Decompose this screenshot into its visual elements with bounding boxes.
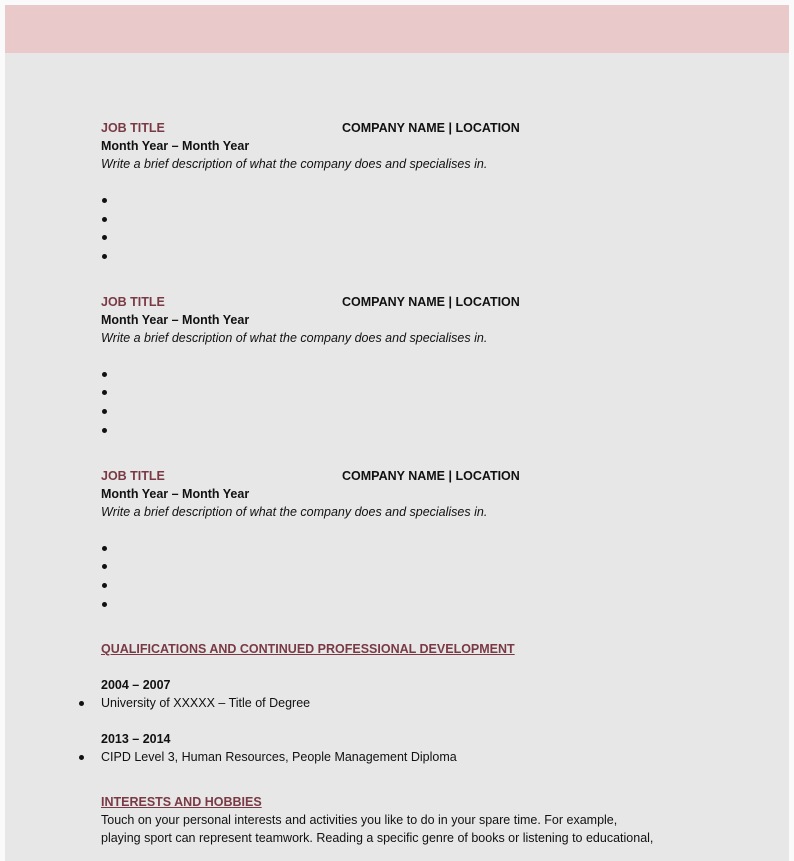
list-item [101,191,741,210]
interests-section [101,793,741,847]
job-bullet-list [101,191,741,266]
list-item [101,383,741,402]
job-entry [101,467,741,614]
bullet-icon [102,235,107,240]
list-item [101,365,741,384]
bullet-icon [102,390,107,395]
qualification-item [101,694,741,712]
job-description: Write a brief description of what the company does and specialises in. [101,330,488,345]
job-bullet-list [101,539,741,614]
job-description: Write a brief description of what the company does and specialises in. [101,157,488,171]
job-header [101,119,741,137]
list-item [101,557,741,576]
job-bullet-list [101,365,741,440]
company-location: COMPANY NAME | LOCATION [342,468,520,483]
bullet-icon [79,755,84,760]
bullet-icon [102,254,107,259]
list-item [101,576,741,595]
job-description: Write a brief description of what the company does and specialises in. [101,504,488,519]
list-item [101,247,741,266]
document-page [5,5,789,861]
bullet-icon [102,372,107,377]
interests-line: playing sport can represent teamwork. Reading a specific genre of books or listening to educational, [101,831,654,846]
job-dates: Month Year – Month Year [101,139,250,153]
bullet-icon [79,701,84,706]
list-item [101,421,741,440]
job-title: JOB TITLE [101,294,165,309]
job-header [101,293,741,311]
job-entry [101,119,741,266]
bullet-icon [102,564,107,569]
resume-content [101,119,741,847]
job-header [101,467,741,485]
list-item [101,210,741,229]
job-entry [101,293,741,440]
bullet-icon [102,583,107,588]
bullet-icon [102,602,107,607]
qualification-item [101,748,741,766]
job-title: JOB TITLE [101,121,165,135]
bullet-icon [102,198,107,203]
bullet-icon [102,217,107,222]
qualifications-list [101,676,741,766]
qualification-detail: University of XXXXX – Title of Degree [101,696,311,711]
qualification-years: 2013 – 2014 [101,732,171,747]
qualifications-heading: QUALIFICATIONS AND CONTINUED PROFESSIONAL DEVELOPMENT [101,642,515,657]
interests-line: Touch on your personal interests and activities you like to do in your spare time. For example, [101,813,618,828]
list-item [101,539,741,558]
job-dates: Month Year – Month Year [101,486,250,501]
company-location: COMPANY NAME | LOCATION [342,121,520,135]
qualification-years: 2004 – 2007 [101,678,171,693]
interests-heading: INTERESTS AND HOBBIES [101,795,262,810]
list-item [101,595,741,614]
qualification-detail: CIPD Level 3, Human Resources, People Management Diploma [101,750,457,765]
company-location: COMPANY NAME | LOCATION [342,294,520,309]
list-item [101,402,741,421]
header-band [5,5,789,53]
bullet-icon [102,428,107,433]
list-item [101,228,741,247]
bullet-icon [102,409,107,414]
job-title: JOB TITLE [101,468,165,483]
bullet-icon [102,546,107,551]
job-dates: Month Year – Month Year [101,312,250,327]
